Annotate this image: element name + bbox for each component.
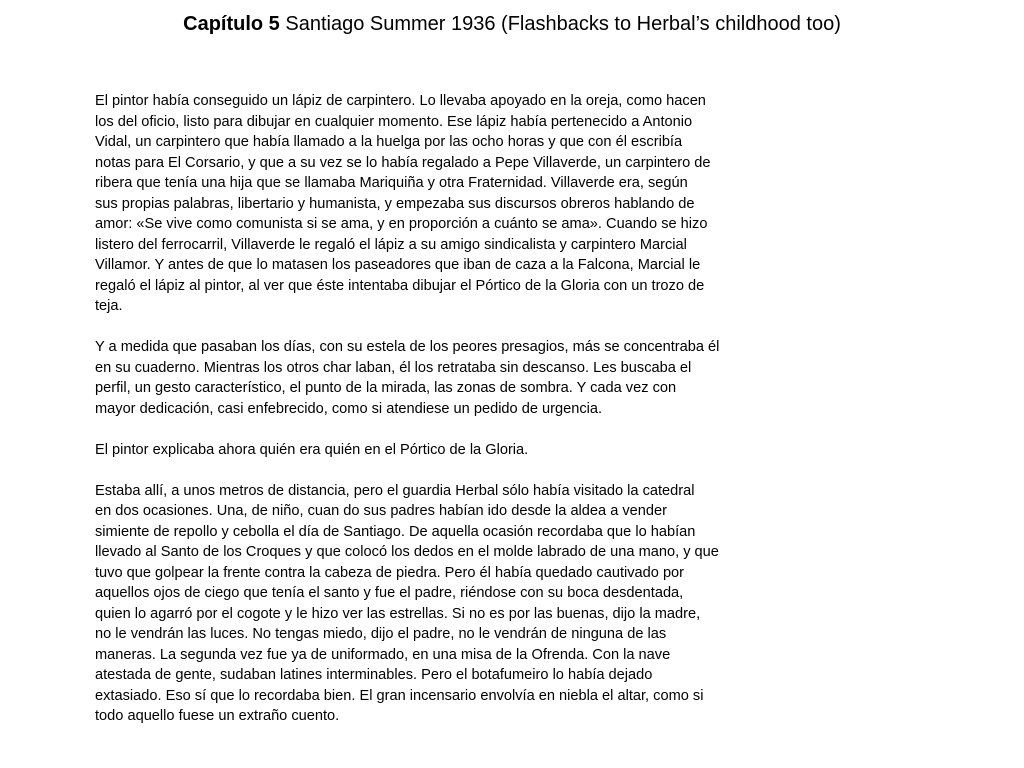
text-line: El pintor había conseguido un lápiz de carpintero. Lo llevaba apoyado en la oreja, como hacen	[95, 93, 706, 109]
text-line: quien lo agarró por el cogote y le hizo ver las estrellas. Si no es por las buenas, dijo la madre,	[95, 605, 701, 622]
text-line: regaló el lápiz al pintor, al ver que éste intentaba dibujar el Pórtico de la Gloria con un trozo de	[95, 277, 705, 294]
paragraph-4	[95, 481, 835, 727]
paragraph-3	[95, 440, 835, 461]
text-line: amor: «Se vive como comunista si se ama, y en proporción a cuánto se ama». Cuando se hizo	[95, 216, 708, 232]
text-line: Y a medida que pasaban los días, con su estela de los peores presagios, más se concentraba él	[95, 339, 720, 355]
chapter-number: Capítulo 5	[183, 13, 280, 35]
text-line: sus propias palabras, libertario y humanista, y empezaba sus discursos obreros hablando de	[95, 195, 695, 212]
text-line: listero del ferrocarril, Villaverde le regaló el lápiz a su amigo sindicalista y carpintero Marcial	[95, 236, 687, 253]
text-line: aquellos ojos de ciego que tenía el santo y fue el padre, riéndose con su boca desdentada,	[95, 585, 684, 601]
text-line: tuvo que golpear la frente contra la cabeza de piedra. Pero él había quedado cautivado por	[95, 564, 685, 581]
paragraph-2	[95, 337, 835, 419]
text-line: maneras. La segunda vez fue ya de uniformado, en una misa de la Ofrenda. Con la nave	[95, 646, 671, 663]
text-line: en su cuaderno. Mientras los otros char laban, él los retrataba sin descanso. Les buscaba el	[95, 359, 692, 376]
text-line: Villamor. Y antes de que lo matasen los paseadores que iban de caza a la Falcona, Marcial le	[95, 257, 701, 273]
text-line: Estaba allí, a unos metros de distancia, pero el guardia Herbal sólo había visitado la catedral	[95, 482, 695, 499]
text-line: perfil, un gesto característico, el punto de la mirada, las zonas de sombra. Y cada vez con	[95, 380, 677, 396]
text-line: simiente de repollo y cebolla el día de Santiago. De aquella ocasión recordaba que lo habían	[95, 523, 696, 540]
body-text	[95, 91, 835, 747]
text-line: Vidal, un carpintero que había llamado a la huelga por las ocho horas y que con él escribía	[95, 134, 683, 150]
chapter-subtitle: Santiago Summer 1936 (Flashbacks to Herbal’s childhood too)	[285, 13, 841, 35]
text-line: no le vendrán las luces. No tengas miedo, dijo el padre, no le vendrán de ninguna de las	[95, 626, 667, 642]
text-line: notas para El Corsario, y que a su vez se lo había regalado a Pepe Villaverde, un carpintero de	[95, 154, 711, 171]
text-line: en dos ocasiones. Una, de niño, cuan do sus padres habían ido desde la aldea a vender	[95, 503, 667, 519]
text-line: extasiado. Eso sí que lo recordaba bien. El gran incensario envolvía en niebla el altar, como si	[95, 687, 704, 704]
text-line: ribera que tenía una hija que se llamaba Mariquiña y otra Fraternidad. Villaverde era, según	[95, 175, 688, 191]
text-line: teja.	[95, 298, 123, 314]
text-line: mayor dedicación, casi enfebrecido, como si atendiese un pedido de urgencia.	[95, 400, 603, 417]
paragraph-1	[95, 91, 835, 317]
chapter-title	[0, 11, 1024, 37]
text-line: llevado al Santo de los Croques y que colocó los dedos en el molde labrado de una mano, y que	[95, 544, 719, 560]
text-line: atestada de gente, sudaban latines interminables. Pero el botafumeiro lo había dejado	[95, 667, 653, 683]
text-line: todo aquello fuese un extraño cuento.	[95, 708, 340, 724]
text-line: El pintor explicaba ahora quién era quién en el Pórtico de la Gloria.	[95, 441, 529, 458]
text-line: los del oficio, listo para dibujar en cualquier momento. Ese lápiz había pertenecido a Antonio	[95, 113, 693, 130]
